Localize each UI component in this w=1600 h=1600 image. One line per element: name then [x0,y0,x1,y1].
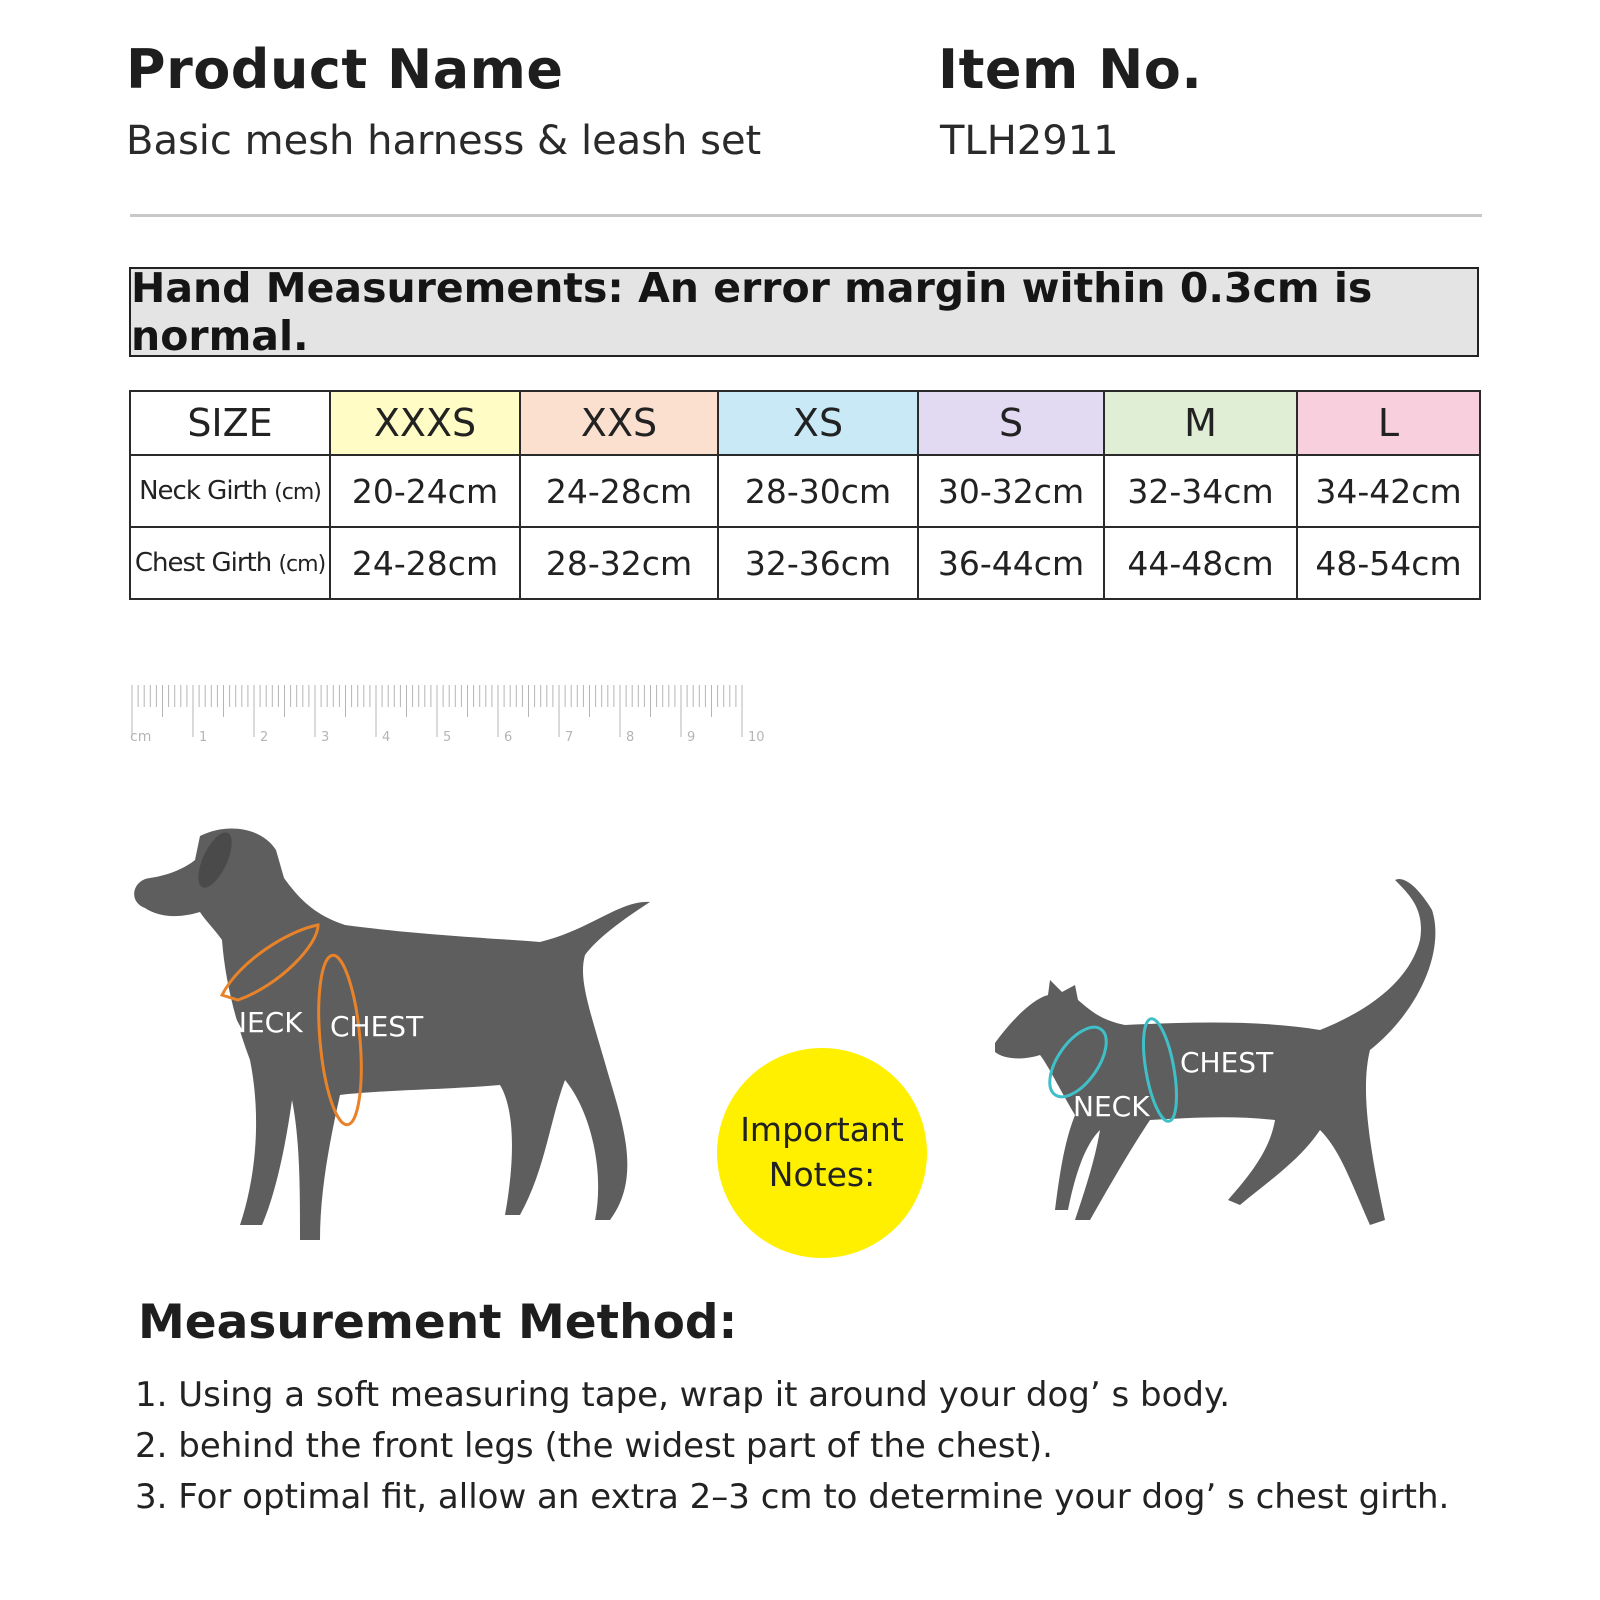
size-xxxs: XXXS [330,391,520,455]
list-item: 2. behind the front legs (the widest part of the chest). [135,1426,1053,1466]
size-xxs: XXS [520,391,718,455]
size-xs: XS [718,391,918,455]
size-l: L [1297,391,1480,455]
ruler-number: 6 [504,730,513,745]
chest-girth-row [130,527,1480,599]
product-name-label: Product Name [126,38,564,101]
table-cell: 32-34cm [1104,455,1297,527]
ruler-icon [130,685,770,745]
measurement-method-title: Measurement Method: [138,1295,738,1350]
product-name-value: Basic mesh harness & leash set [126,118,762,164]
dog-chest-label: CHEST [330,1010,424,1043]
notes-line-1: Important [740,1110,904,1150]
list-item: 1. Using a soft measuring tape, wrap it around your dog’ s body. [135,1375,1231,1415]
size-m: M [1104,391,1297,455]
measurement-note-banner [129,264,1479,360]
table-cell: 32-36cm [718,527,918,599]
ruler-number: 10 [748,730,765,745]
table-cell: 44-48cm [1104,527,1297,599]
table-cell: 48-54cm [1297,527,1480,599]
notes-line-2: Notes: [768,1155,876,1194]
important-notes-badge [717,1048,927,1258]
size-header-label: SIZE [130,391,330,455]
item-number-label: Item No. [938,38,1203,101]
ruler-number: 9 [687,730,696,745]
size-chart-table [129,390,1481,600]
table-cell: 28-30cm [718,455,918,527]
ruler-number: 2 [260,730,269,745]
ruler-number: 5 [443,730,452,745]
ruler-number: 1 [199,730,208,745]
table-cell: 30-32cm [918,455,1104,527]
size-s: S [918,391,1104,455]
table-cell: 24-28cm [520,455,718,527]
ruler-number: 3 [321,730,330,745]
ruler-unit-label: cm [130,729,152,745]
ruler-number: 8 [626,730,635,745]
banner-text: Hand Measurements: An error margin within 0.3cm is normal. [131,264,1373,360]
list-item: 3. For optimal fit, allow an extra 2–3 cm to determine your dog’ s chest girth. [135,1477,1450,1517]
header-divider [130,214,1482,217]
chest-girth-label: Chest Girth (cm) [130,527,330,599]
cat-chest-label: CHEST [1180,1046,1274,1079]
ruler-number: 4 [382,730,391,745]
size-header-row [130,391,1480,455]
ruler-number: 7 [565,730,574,745]
measurement-method-list [135,1370,1449,1523]
table-cell: 34-42cm [1297,455,1480,527]
cat-neck-label: NECK [1073,1090,1150,1123]
table-cell: 28-32cm [520,527,718,599]
table-cell: 24-28cm [330,527,520,599]
dog-neck-label: NECK [226,1006,303,1039]
table-cell: 36-44cm [918,527,1104,599]
table-cell: 20-24cm [330,455,520,527]
neck-girth-row [130,455,1480,527]
neck-girth-label: Neck Girth (cm) [130,455,330,527]
item-number-value: TLH2911 [940,118,1119,164]
